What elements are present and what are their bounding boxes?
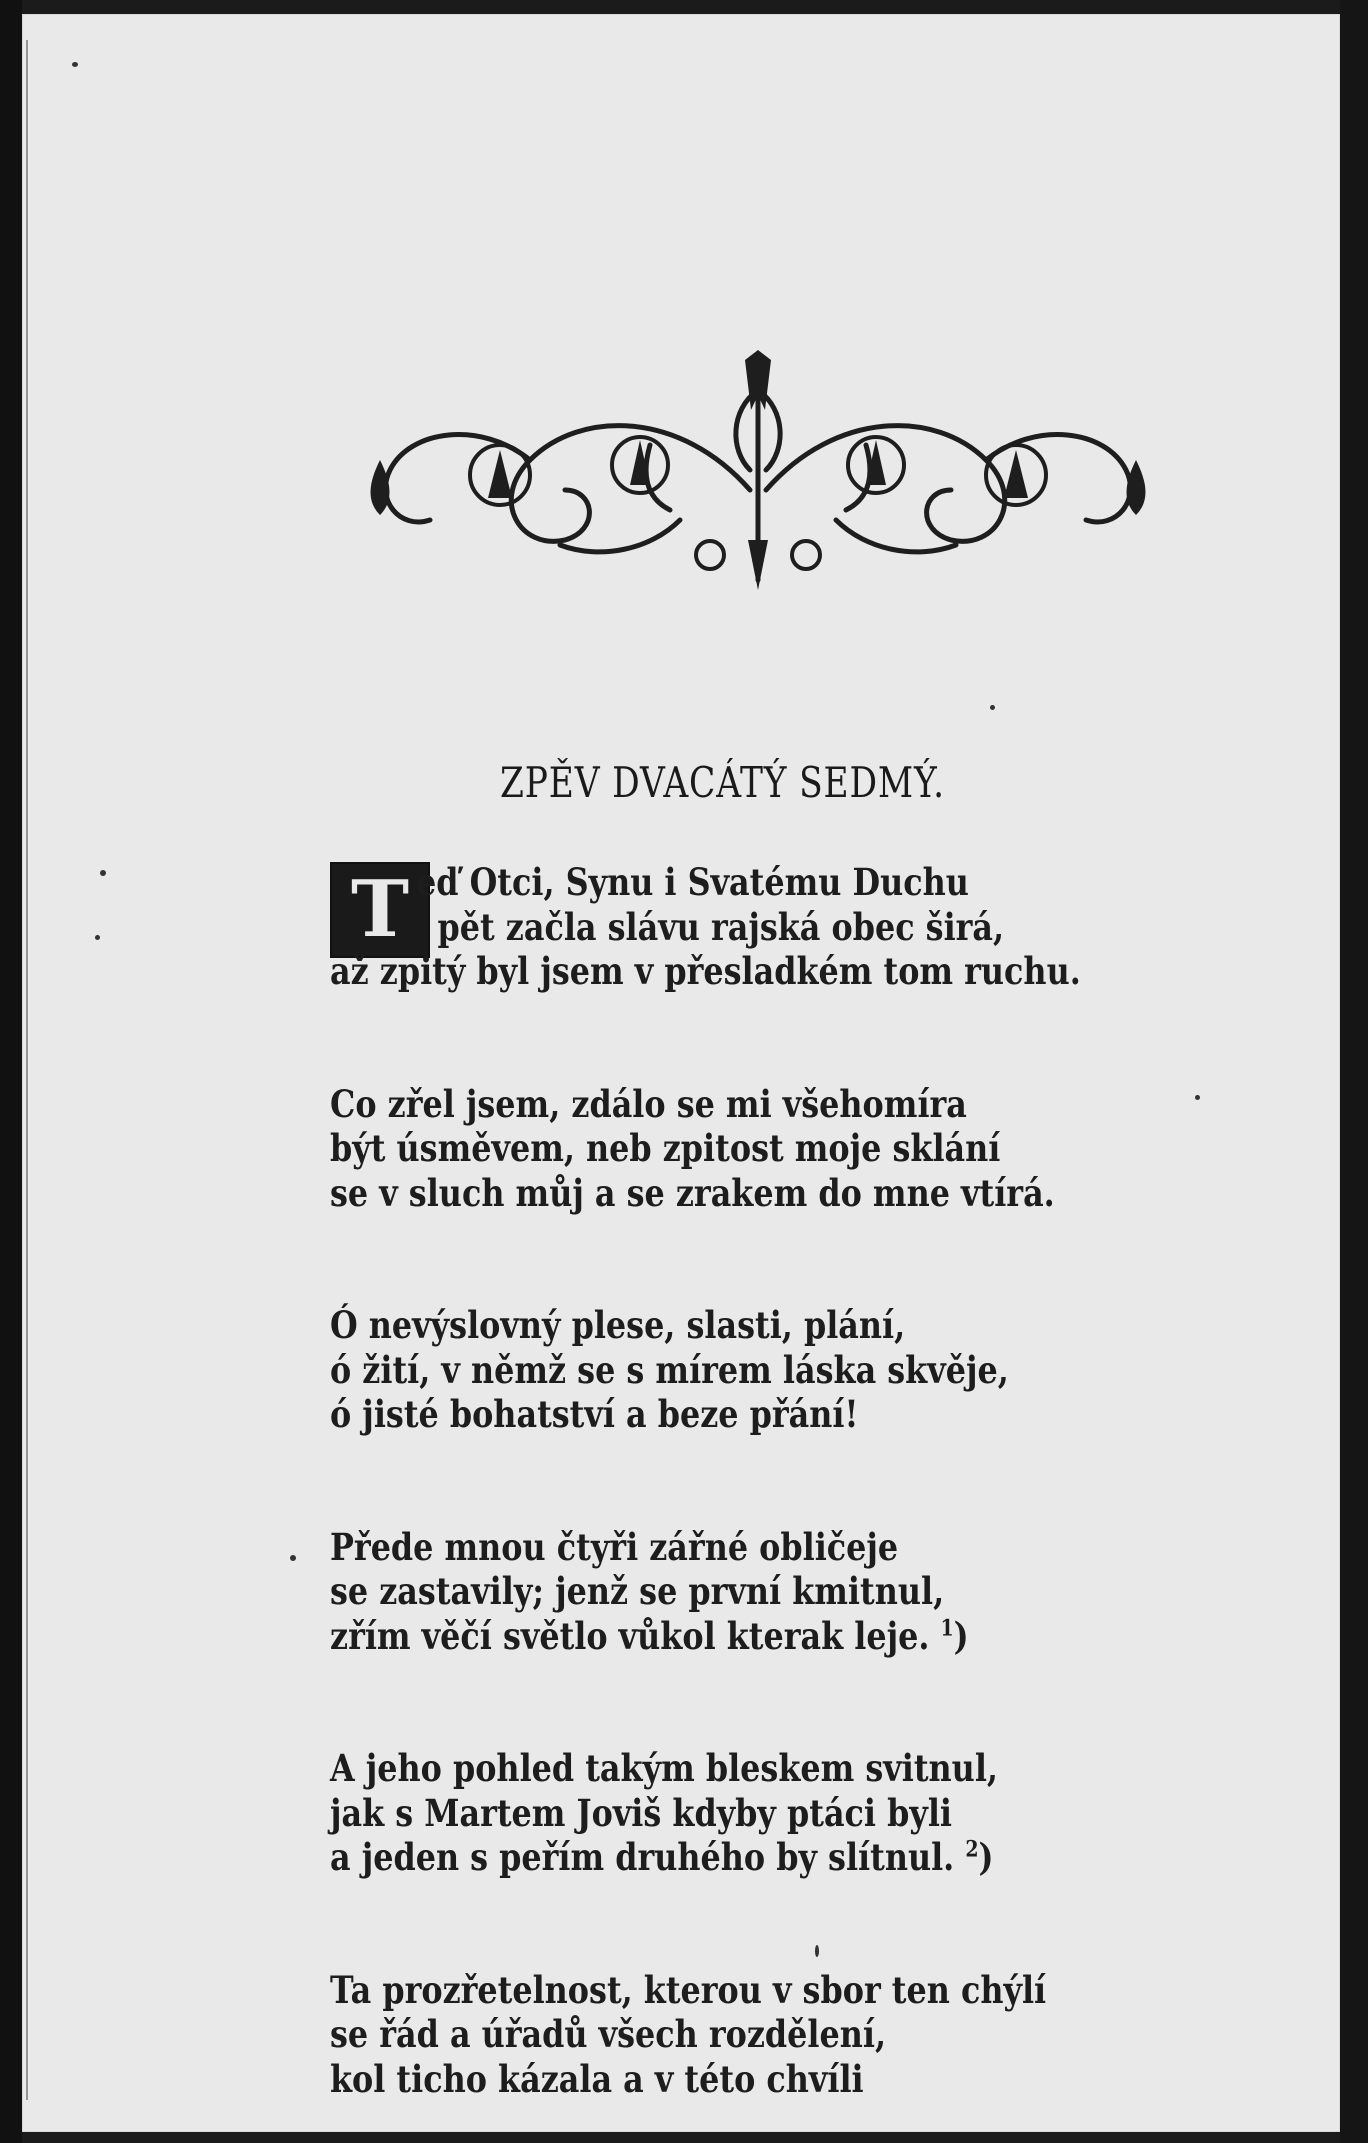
footnote-marker: 2 [965,1836,979,1863]
stanza [330,1746,1190,1880]
page-gutter-line [26,40,28,2100]
verse-line-text: zřím věčí světlo vůkol kterak leje. [330,1613,930,1658]
stanza [330,860,1190,994]
verse-line: být úsměvem, neb zpitost moje sklání [330,1126,1001,1170]
verse-line: Ta prozřetelnost, kterou v sbor ten chýlí [330,1967,1047,2012]
drop-cap-initial: T [330,862,430,958]
scan-right-edge [1340,0,1368,2143]
verse-line: se v sluch můj a se zrakem do mne vtírá. [330,1170,1055,1215]
verse-line: ó jisté bohatství a beze přání! [330,1392,859,1436]
scan-left-edge [0,0,22,2143]
scan-speck [95,935,100,940]
verse-line: kol ticho kázala a v této chvíli [330,2056,864,2101]
verse-line: se zastavily; jenž se první kmitnul, [330,1569,945,1613]
verse-line: Co zřel jsem, zdálo se mi všehomíra [330,1081,967,1126]
verse-line: A jeho pohled takým bleskem svitnul, [330,1746,998,1790]
scan-speck [290,1555,296,1561]
scan-speck [815,1945,819,1957]
canto-title: ZPĚV DVACÁTÝ SEDMÝ. [500,758,945,807]
verse-line: ó žití, v němž se s mírem láska skvěje, [330,1347,1009,1392]
verse-line-with-footnote: zřím věčí světlo vůkol kterak leje. $^1$) [330,1613,969,1658]
scan-speck [990,705,995,710]
footnote-marker: 1 [940,1615,954,1642]
verse-line-with-footnote: a jeden s peřím druhého by slítnul. $^2$) [330,1835,994,1879]
stanza [330,1525,1190,1659]
verse-line: jak s Martem Joviš kdyby ptáci byli [330,1790,953,1835]
verse-line: pět začla slávu rajská obec širá, [437,904,1005,949]
scan-speck [72,62,78,67]
poem-text [330,860,1190,2101]
verse-line: se řád a úřadů všech rozdělení, [330,2012,887,2056]
stanza [330,1968,1190,2102]
stanza [330,1082,1190,1216]
verse-line: Přede mnou čtyři zářné obličeje [330,1524,899,1569]
scan-speck [1195,1095,1200,1100]
scan-speck [100,870,106,876]
verse-line: eď Otci, Synu i Svatému Duchu [416,860,969,904]
verse-line: Ó nevýslovný plese, slasti, plání, [330,1303,906,1347]
verse-line-text: a jeden s peřím druhého by slítnul. [330,1835,955,1879]
verse-line: až zpitý byl jsem v přesladkém tom ruchu. [330,949,1081,993]
stanza [330,1303,1190,1437]
floral-headpiece-ornament [350,350,1166,590]
